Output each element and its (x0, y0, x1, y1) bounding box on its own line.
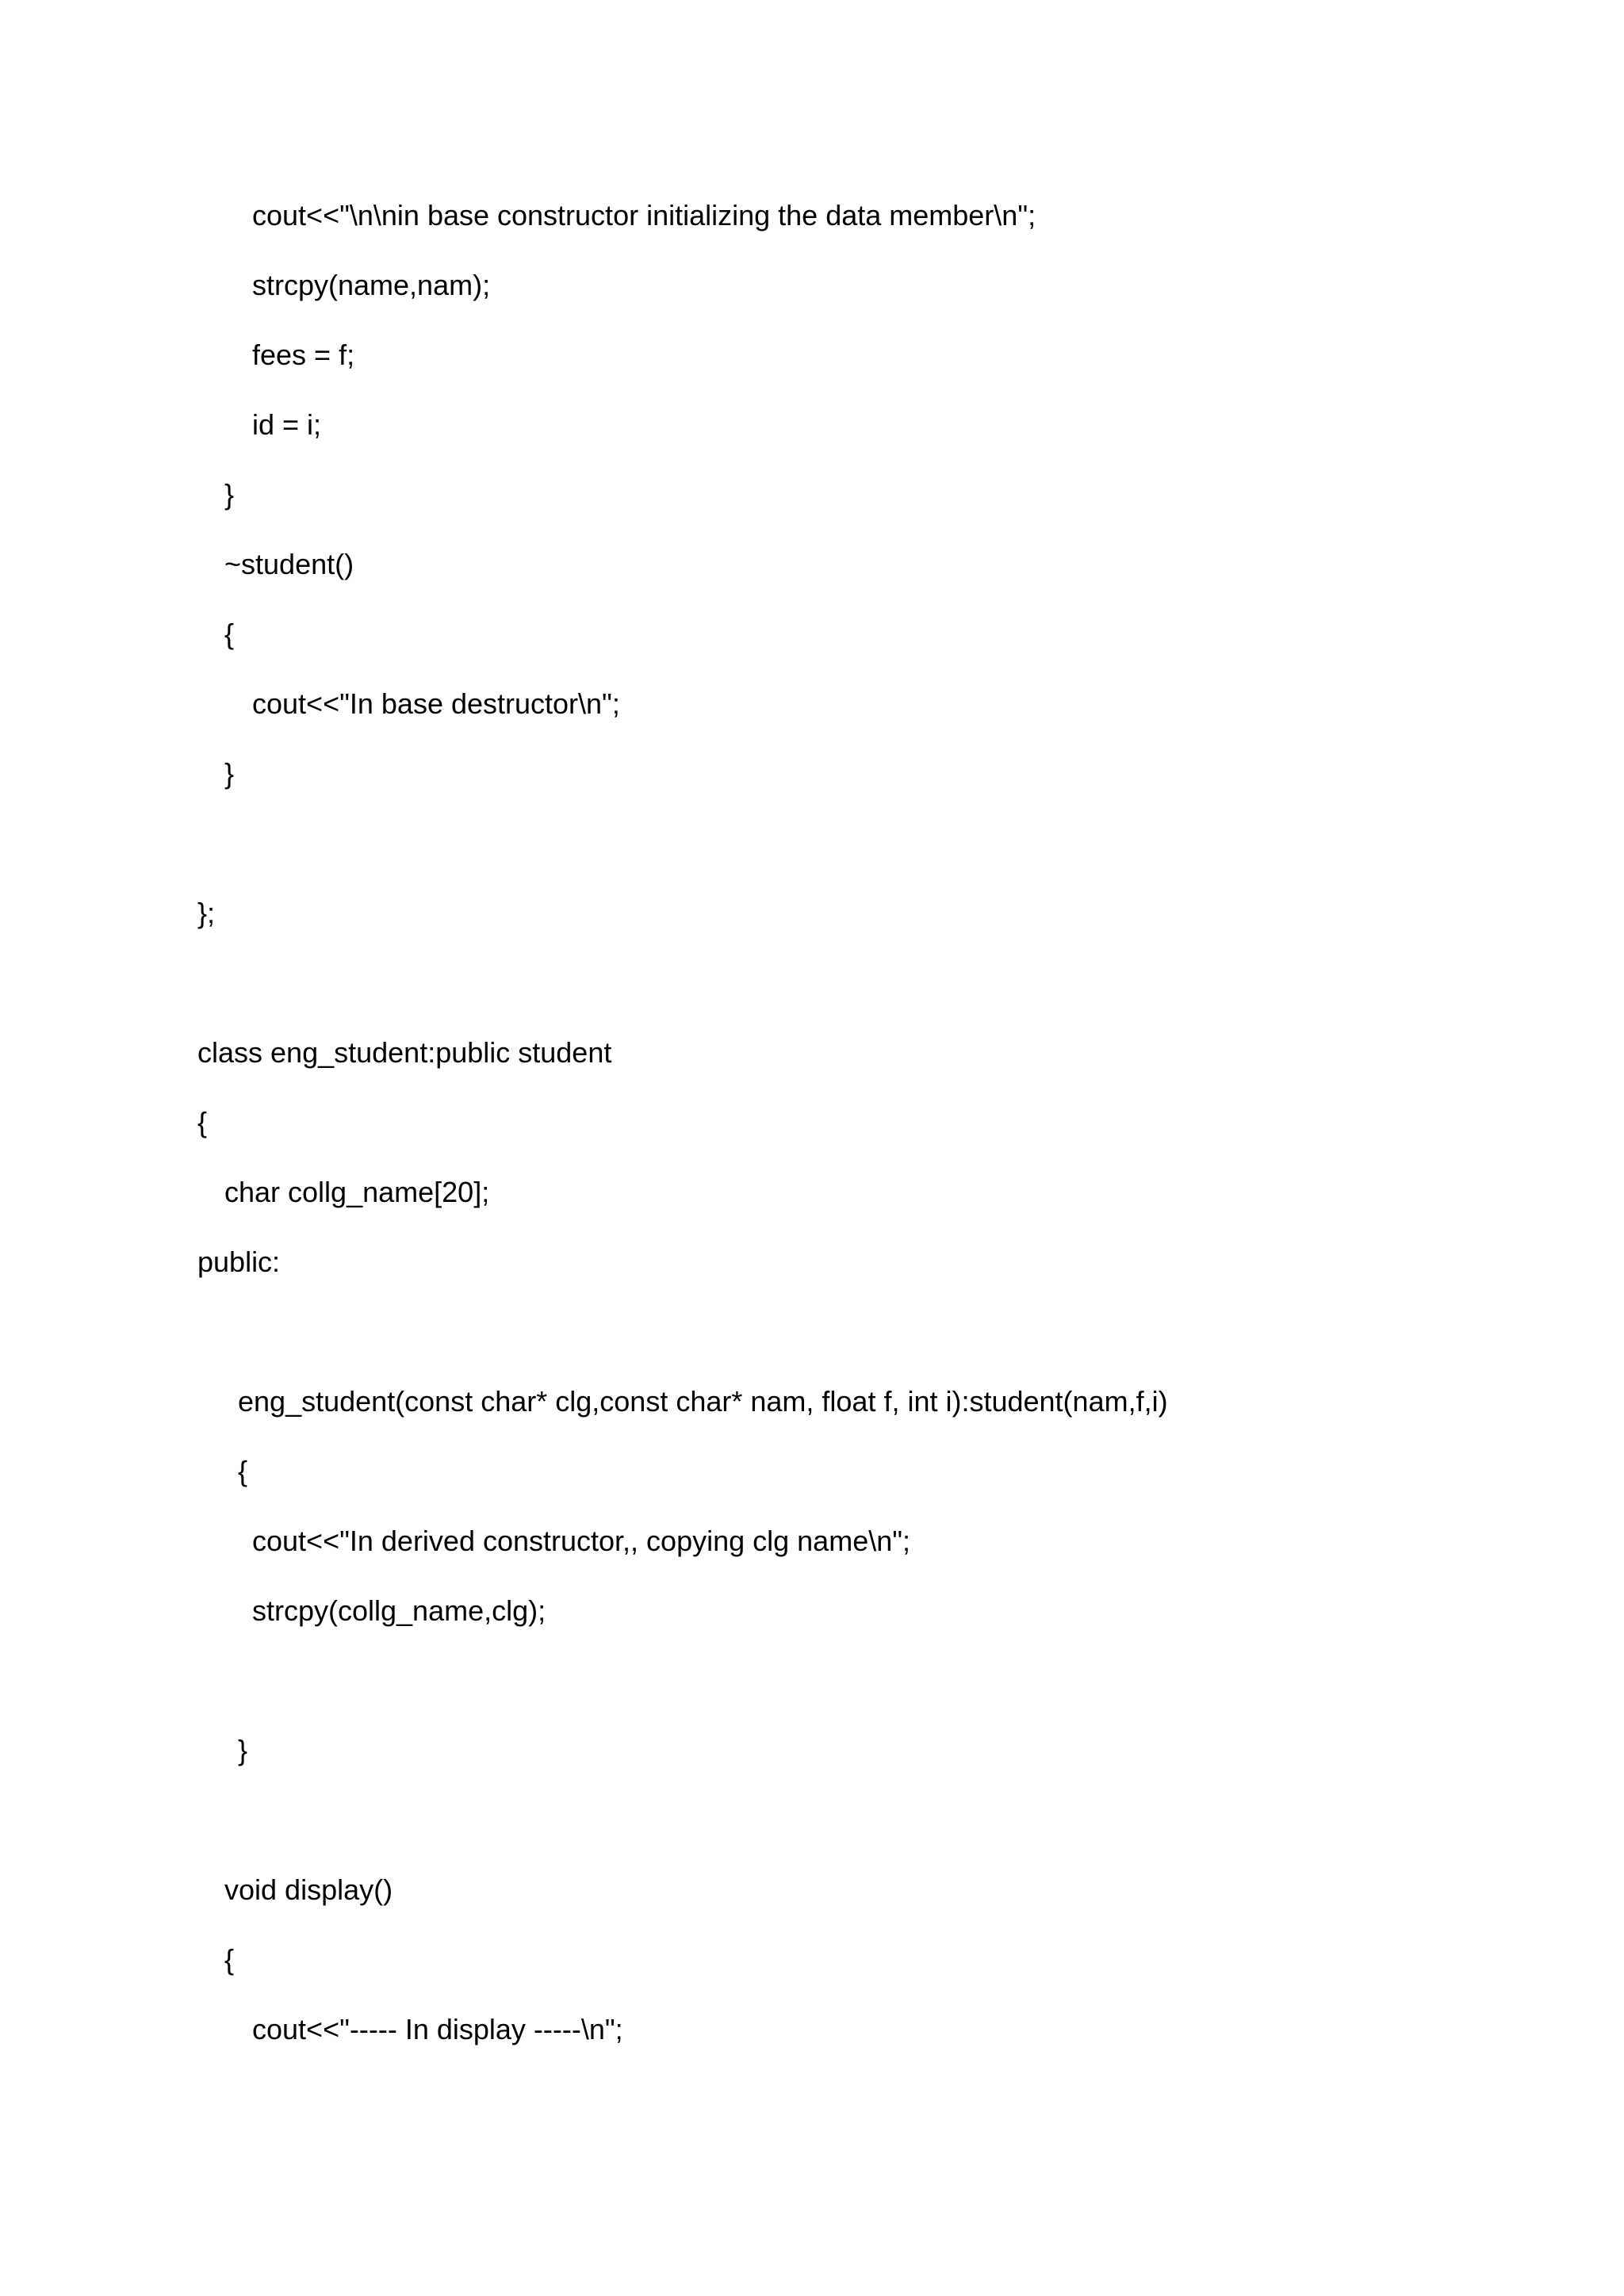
code-line: { (224, 1943, 235, 1976)
code-line: ~student() (224, 548, 354, 580)
code-line: class eng_student:public student (197, 1036, 612, 1069)
code-line: } (238, 1734, 248, 1766)
code-line: }; (197, 897, 216, 929)
code-line: void display() (224, 1873, 393, 1906)
code-line: cout<<"----- In display -----\n"; (252, 2013, 623, 2045)
code-line: id = i; (252, 408, 322, 441)
code-line: cout<<"\n\nin base constructor initializing the data member\n"; (252, 199, 1036, 232)
code-line: { (224, 618, 235, 650)
code-line: cout<<"In derived constructor,, copying clg name\n"; (252, 1525, 911, 1557)
code-line: } (224, 757, 235, 790)
code-line: eng_student(const char* clg,const char* nam, float f, int i):student(nam,f,i) (238, 1385, 1168, 1418)
code-line: char collg_name[20]; (224, 1176, 490, 1208)
code-line: { (197, 1106, 208, 1138)
code-line: public: (197, 1246, 281, 1278)
code-line: strcpy(name,nam); (252, 269, 491, 301)
code-line: } (224, 478, 235, 511)
code-line: { (238, 1455, 248, 1487)
code-line: strcpy(collg_name,clg); (252, 1594, 546, 1627)
code-line: fees = f; (252, 339, 355, 371)
code-line: cout<<"In base destructor\n"; (252, 687, 620, 720)
